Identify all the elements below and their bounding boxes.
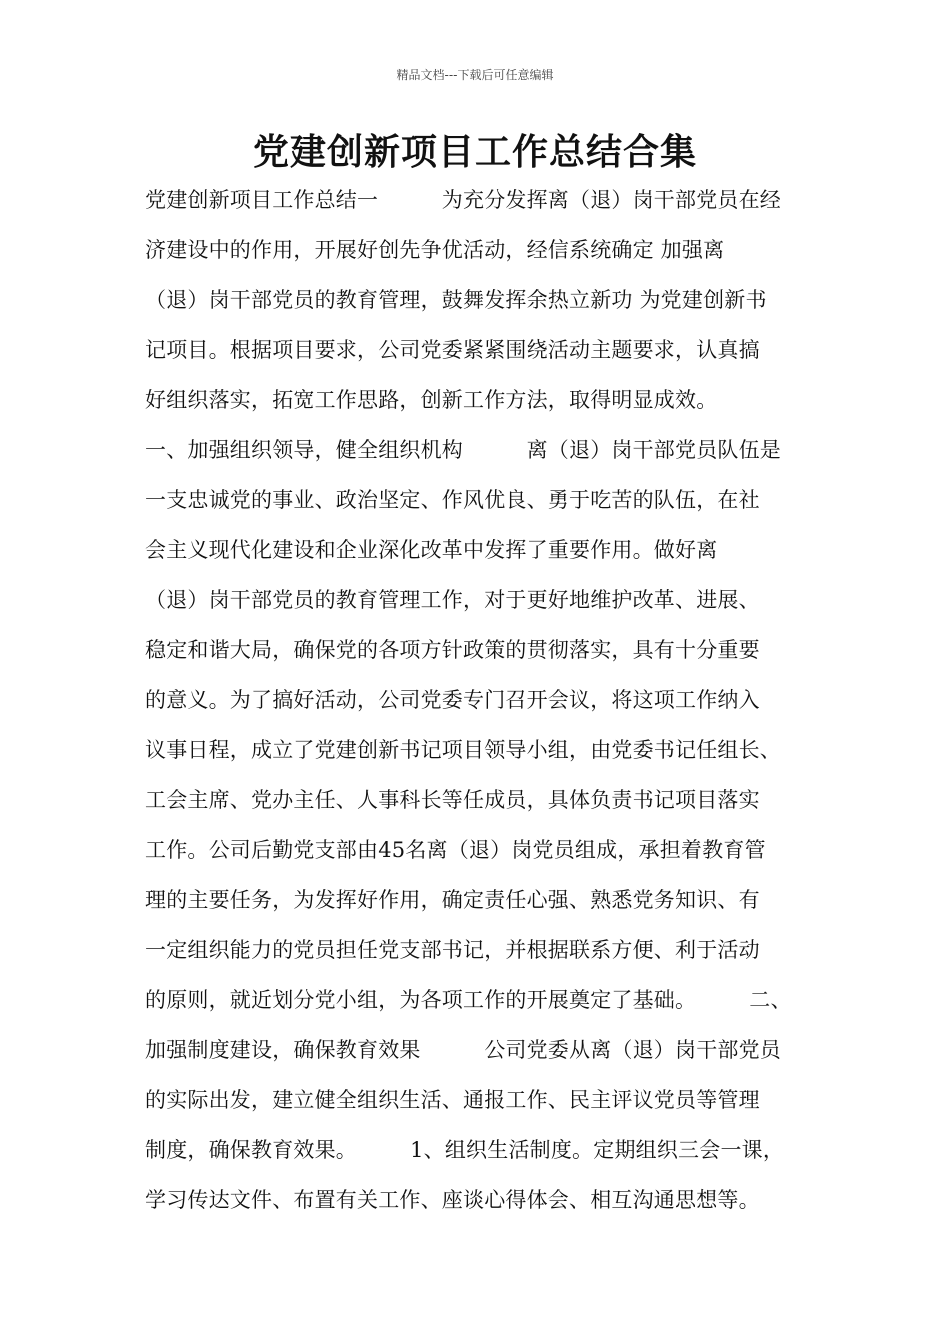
body-line: 工作。公司后勤党支部由45名离（退）岗党员组成，承担着教育管 (145, 838, 766, 862)
body-line: 党建创新项目工作总结一 为充分发挥离（退）岗干部党员在经 (145, 188, 781, 212)
body-line: 议事日程，成立了党建创新书记项目领导小组，由党委书记任组长、 (145, 738, 781, 762)
document-body (145, 182, 825, 1232)
body-line: 一定组织能力的党员担任党支部书记，并根据联系方便、利于活动 (145, 938, 760, 962)
document-title: 党建创新项目工作总结合集 (252, 132, 697, 173)
body-line: 记项目。根据项目要求，公司党委紧紧围绕活动主题要求，认真搞 (145, 338, 760, 362)
body-line: 学习传达文件、布置有关工作、座谈心得体会、相互沟通思想等。 (145, 1188, 760, 1212)
body-line: （退）岗干部党员的教育管理工作，对于更好地维护改革、进展、 (145, 588, 760, 612)
body-line: 的原则，就近划分党小组，为各项工作的开展奠定了基础。 二、 (145, 988, 792, 1012)
body-line: 理的主要任务，为发挥好作用，确定责任心强、熟悉党务知识、有 (145, 888, 760, 912)
body-line: 的实际出发，建立健全组织生活、通报工作、民主评议党员等管理 (145, 1088, 760, 1112)
body-line: 稳定和谐大局，确保党的各项方针政策的贯彻落实，具有十分重要 (145, 638, 760, 662)
page-header: 精品文档---下载后可任意编辑 (396, 68, 554, 82)
body-line: 制度，确保教育效果。 1、组织生活制度。定期组织三会一课， (145, 1138, 785, 1162)
body-line: 会主义现代化建设和企业深化改革中发挥了重要作用。做好离 (145, 538, 718, 562)
body-line: 一支忠诚党的事业、政治坚定、作风优良、勇于吃苦的队伍，在社 (145, 488, 760, 512)
body-line: 济建设中的作用，开展好创先争优活动，经信系统确定 加强离 (145, 238, 725, 262)
body-line: 一、加强组织领导，健全组织机构 离（退）岗干部党员队伍是 (145, 438, 781, 462)
body-line: 好组织落实，拓宽工作思路，创新工作方法，取得明显成效。 (145, 388, 718, 412)
body-line: 加强制度建设，确保教育效果 公司党委从离（退）岗干部党员 (145, 1038, 781, 1062)
body-line: （退）岗干部党员的教育管理，鼓舞发挥余热立新功 为党建创新书 (145, 288, 767, 312)
body-line: 工会主席、党办主任、人事科长等任成员，具体负责书记项目落实 (145, 788, 760, 812)
body-line: 的意义。为了搞好活动，公司党委专门召开会议，将这项工作纳入 (145, 688, 760, 712)
